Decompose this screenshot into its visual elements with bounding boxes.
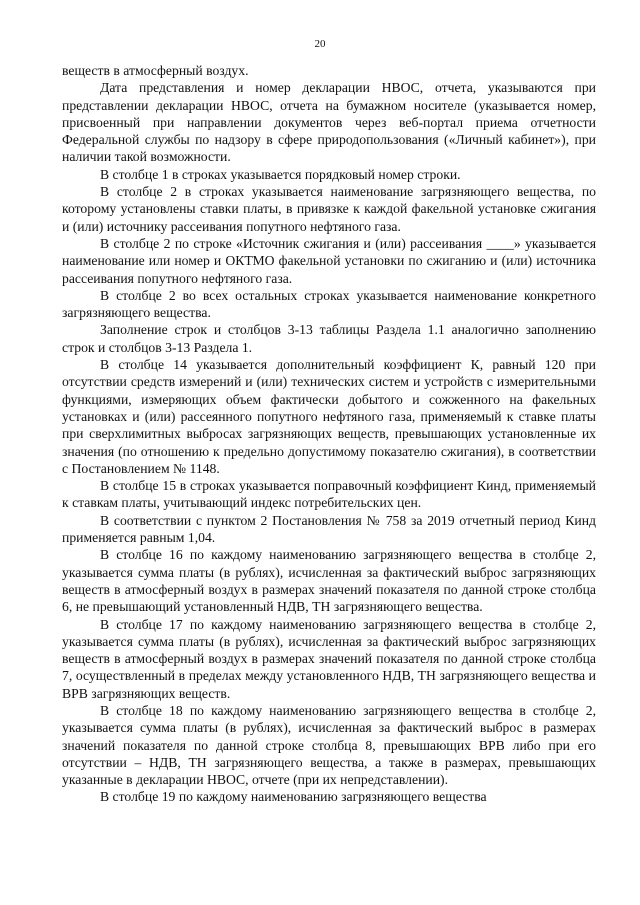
paragraph-4: В столбце 2 в строках указывается наименование загрязняющего вещества, по которому установлены ставки платы, в привязке к каждой факельной установке сжигания и (или) источнику рассеивания попутного нефтяного газа. (62, 184, 596, 234)
paragraph-3: В столбце 1 в строках указывается порядковый номер строки. (100, 166, 461, 182)
page-number: 20 (314, 38, 326, 50)
paragraph-6: В столбце 2 во всех остальных строках указывается наименование конкретного загрязняющего вещества. (62, 287, 596, 321)
paragraph-13: В столбце 18 по каждому наименованию загрязняющего вещества в столбце 2, указывается сумма платы (в рублях), исчисленная за фактический выброс в размерах значений показателя по данной строке столбца 8, превышающих ВРВ либо при его отсутствии – НДВ, ТН загрязняющего вещества, а также в размерах, превышающих указанные в декларации НВОС, отчете (при их непредставлении). (62, 702, 596, 788)
paragraph-1: веществ в атмосферный воздух. (62, 63, 249, 78)
paragraph-12: В столбце 17 по каждому наименованию загрязняющего вещества в столбце 2, указывается сумма платы (в рублях), исчисленная за фактический выброс загрязняющих веществ в атмосферный воздух в размерах значений показателя по данной строке столбца 7, осуществленный в пределах между установленного НДВ, ТН загрязняющего вещества и ВРВ загрязняющих веществ. (62, 616, 596, 701)
document-body (62, 62, 596, 806)
paragraph-11: В столбце 16 по каждому наименованию загрязняющего вещества в столбце 2, указывается сумма платы (в рублях), исчисленная за фактический выброс загрязняющих веществ в атмосферный воздух в размерах значений показателя по данной строке столбца 6, не превышающий установленный НДВ, ТН загрязняющего вещества. (62, 547, 596, 615)
paragraph-10: В соответствии с пунктом 2 Постановления № 758 за 2019 отчетный период Кинд применяется равным 1,04. (62, 512, 596, 546)
paragraph-14: В столбце 19 по каждому наименованию загрязняющего вещества (100, 789, 487, 805)
paragraph-9: В столбце 15 в строках указывается поправочный коэффициент Кинд, применяемый к ставкам платы, учитывающий индекс потребительских цен. (62, 478, 596, 511)
paragraph-7: Заполнение строк и столбцов 3-13 таблицы Раздела 1.1 аналогично заполнению строк и столбцов 3-13 Раздела 1. (62, 322, 596, 355)
paragraph-2: Дата представления и номер декларации НВОС, отчета, указываются при представлении декларации НВОС, отчета на бумажном носителе (указывается номер, присвоенный при направлении документов через веб-портал приема отчетности Федеральной службы по надзору в сфере природопользования («Личный кабинет»), при наличии такой возможности. (62, 80, 596, 165)
paragraph-8: В столбце 14 указывается дополнительный коэффициент К, равный 120 при отсутствии средств измерений и (или) технических систем и устройств с измерительными функциями, измеряющих объем фактически добытого и сожженного на факельных установках и (или) рассеянного попутного нефтяного газа, применяемый к ставке платы при сверхлимитных выбросах загрязняющих веществ, превышающих установленные их значения (по отношению к предельно допустимому показателю сжигания), в соответствии с Постановлением № 1148. (62, 357, 596, 476)
paragraph-5: В столбце 2 по строке «Источник сжигания и (или) рассеивания ____» указывается наименование или номер и ОКТМО факельной установки по сжиганию и (или) источника рассеивания попутного нефтяного газа. (62, 235, 596, 286)
